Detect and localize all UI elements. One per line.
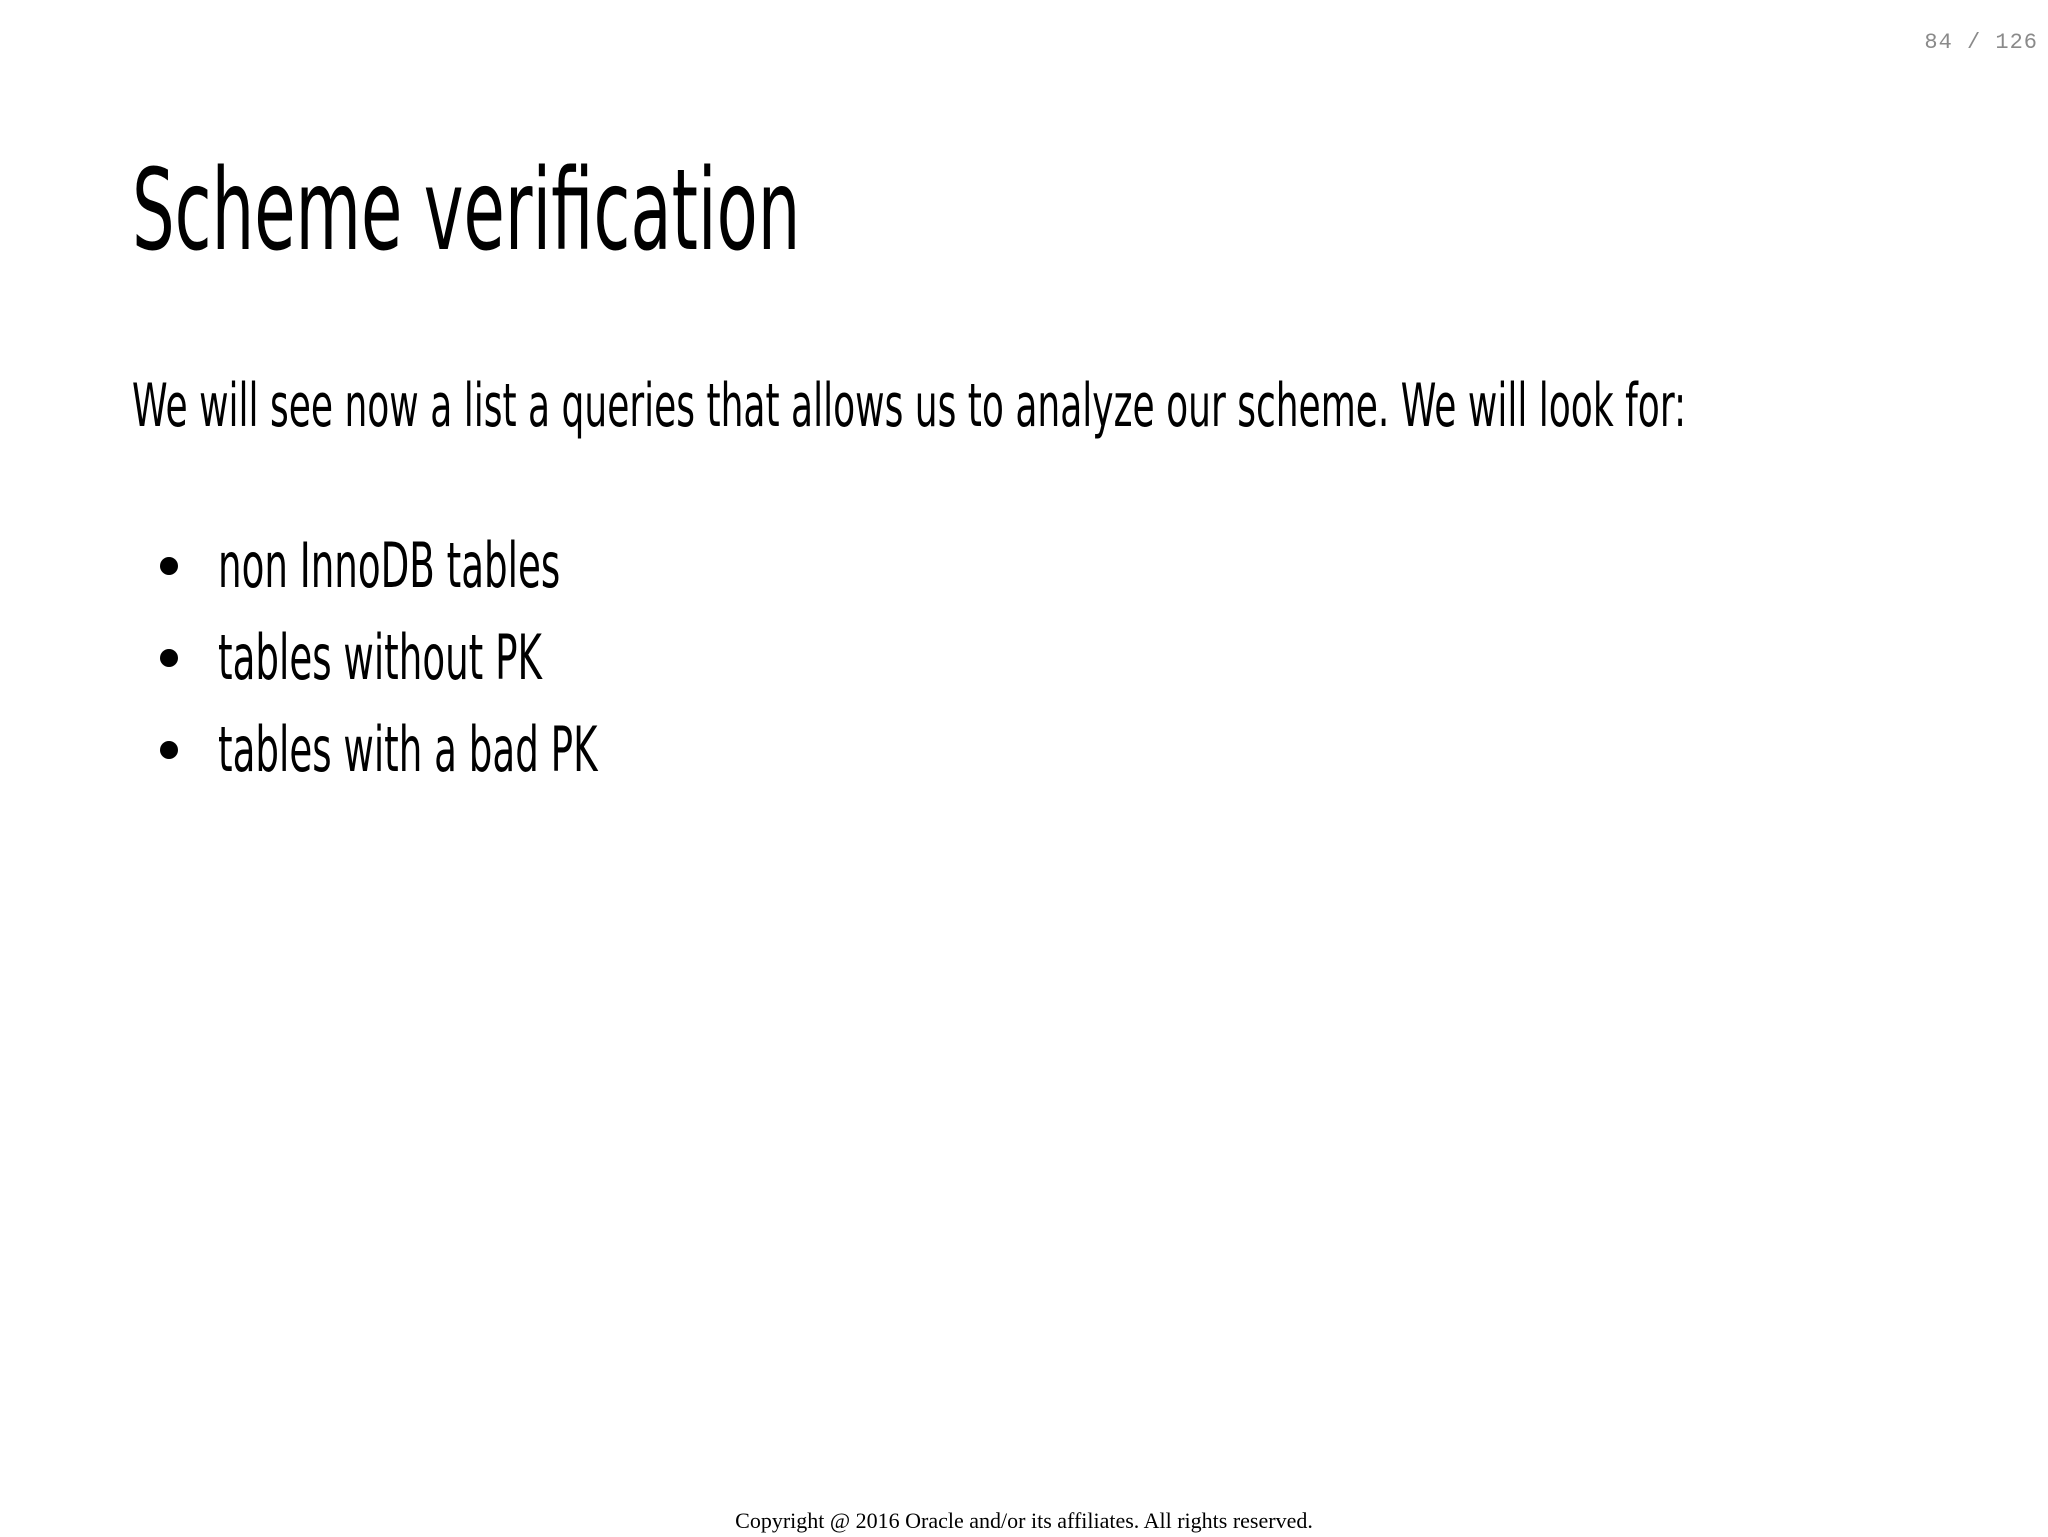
page-counter: 84 / 126 xyxy=(1924,30,2038,55)
bullet-text: tables without PK xyxy=(218,621,542,694)
bullet-icon xyxy=(160,557,178,575)
bullet-list xyxy=(160,520,850,796)
bullet-text: non InnoDB tables xyxy=(218,529,561,602)
bullet-item xyxy=(160,520,850,612)
intro-text: We will see now a list a queries that allows us to analyze our scheme. We will look for: xyxy=(132,371,1687,441)
bullet-icon xyxy=(160,649,178,667)
bullet-icon xyxy=(160,741,178,759)
slide-title: Scheme verification xyxy=(132,146,801,276)
bullet-item xyxy=(160,704,850,796)
copyright-footer: Copyright @ 2016 Oracle and/or its affiliates. All rights reserved. xyxy=(735,1508,1313,1533)
bullet-text: tables with a bad PK xyxy=(218,713,598,786)
bullet-item xyxy=(160,612,850,704)
